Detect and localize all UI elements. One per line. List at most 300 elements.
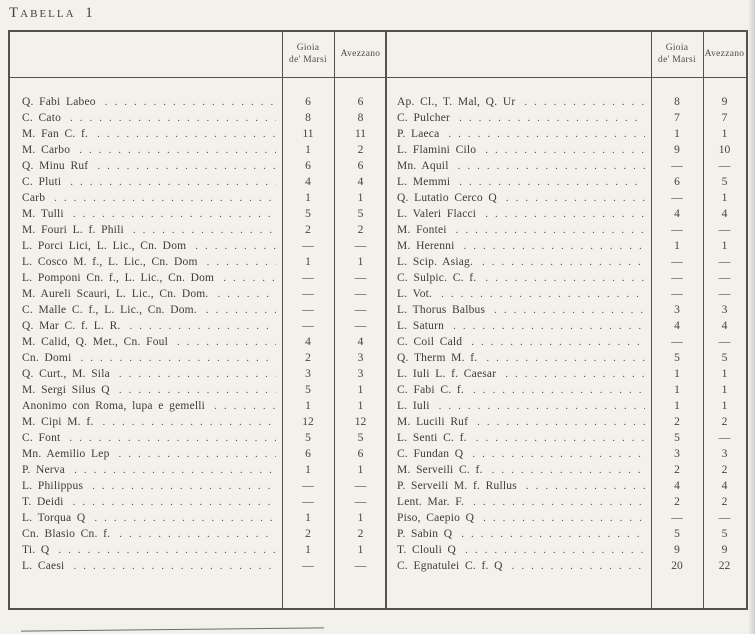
column-divider: [651, 32, 652, 608]
gioia-value: 2: [674, 416, 680, 428]
row-name: P. Laeca .....: [387, 126, 651, 142]
row-name: L. Pomponi Cn. f., L. Lic., Cn. Dom .....: [10, 270, 282, 286]
dot-leader: [506, 190, 645, 206]
table-row: [387, 110, 746, 126]
avezzano-value: 2: [357, 224, 364, 236]
gioia-value: 4: [674, 480, 680, 492]
avezzano-value: —: [354, 272, 367, 284]
dot-leader: [74, 462, 276, 478]
table-row: [387, 430, 746, 446]
dot-leader: [70, 110, 276, 126]
table-body-right: [387, 78, 746, 608]
avezzano-value: —: [718, 288, 731, 300]
avezzano-value: —: [354, 560, 367, 572]
dot-leader: [119, 446, 276, 462]
dot-leader: [69, 430, 276, 446]
table-row: [10, 526, 385, 542]
column-header-avezzano: Avezzano: [704, 48, 745, 59]
table-row: [10, 510, 385, 526]
row-name: L. Cosco M. f., L. Lic., Cn. Dom .....: [10, 254, 282, 270]
table-right-half: [387, 32, 746, 608]
table-row: [387, 382, 746, 398]
dot-leader: [218, 286, 277, 302]
table-row: [387, 126, 746, 142]
row-name: M. Cipi M. f. .....: [10, 414, 282, 430]
gioia-value: 1: [674, 384, 680, 396]
table-header-right: [387, 32, 746, 78]
dot-leader: [471, 334, 645, 350]
row-name: L. Caesi .....: [10, 558, 282, 574]
table-row: [10, 94, 385, 110]
avezzano-value: 9: [721, 544, 728, 556]
avezzano-value: 12: [354, 416, 367, 428]
table-row: [10, 174, 385, 190]
row-name: L. Iuli .....: [387, 398, 651, 414]
table-row: [387, 494, 746, 510]
avezzano-value: —: [718, 432, 731, 444]
gioia-value: 5: [674, 528, 680, 540]
gioia-value: —: [302, 496, 314, 508]
avezzano-value: —: [354, 496, 367, 508]
row-name: L. Thorus Balbus .....: [387, 302, 651, 318]
gioia-value: 3: [674, 304, 680, 316]
table-row: [10, 350, 385, 366]
avezzano-value: 1: [721, 128, 728, 140]
dot-leader: [119, 366, 276, 382]
dot-leader: [465, 542, 645, 558]
dot-leader: [473, 382, 645, 398]
gioia-value: —: [302, 320, 314, 332]
gioia-value: 2: [674, 464, 680, 476]
gioia-value: —: [671, 336, 683, 348]
avezzano-value: 3: [357, 352, 364, 364]
table-row: [387, 398, 746, 414]
dot-leader: [485, 270, 645, 286]
row-name: L. Porci Lici, L. Lic., Cn. Dom .....: [10, 238, 282, 254]
gioia-value: 2: [674, 496, 680, 508]
table-row: [10, 302, 385, 318]
row-name: C. Font .....: [10, 430, 282, 446]
dot-leader: [130, 318, 276, 334]
avezzano-value: 2: [721, 496, 728, 508]
gioia-value: 2: [305, 224, 311, 236]
gioia-value: —: [302, 304, 314, 316]
row-name: Ti. Q .....: [10, 542, 282, 558]
gioia-value: 4: [305, 176, 311, 188]
row-name: Q. Lutatio Cerco Q .....: [387, 190, 651, 206]
avezzano-value: 4: [357, 176, 364, 188]
dot-leader: [58, 542, 276, 558]
page-title: Tabella 1: [9, 5, 95, 21]
dot-leader: [459, 174, 645, 190]
dot-leader: [448, 126, 645, 142]
dot-leader: [472, 446, 645, 462]
column-divider: [703, 32, 704, 608]
gioia-value: 8: [305, 112, 311, 124]
dot-leader: [119, 526, 276, 542]
row-name: T. Deidi .....: [10, 494, 282, 510]
row-name: Q. Therm M. f. .....: [387, 350, 651, 366]
gioia-value: —: [302, 240, 314, 252]
dot-leader: [441, 286, 645, 302]
table-row: [387, 142, 746, 158]
column-divider: [282, 32, 283, 608]
avezzano-value: 1: [721, 384, 728, 396]
gioia-value: 1: [674, 400, 680, 412]
table-row: [387, 318, 746, 334]
avezzano-value: 11: [354, 128, 367, 140]
table-row: [10, 334, 385, 350]
row-name: M. Fouri L. f. Phili .....: [10, 222, 282, 238]
row-name: Anonimo con Roma, lupa e gemelli .....: [10, 398, 282, 414]
table-row: [387, 446, 746, 462]
avezzano-value: 4: [721, 208, 728, 220]
dot-leader: [97, 158, 276, 174]
table-row: [387, 302, 746, 318]
row-name: M. Fan C. f. .....: [10, 126, 282, 142]
table-row: [387, 190, 746, 206]
gioia-value: 4: [674, 208, 680, 220]
row-name: L. Valeri Flacci .....: [387, 206, 651, 222]
dot-leader: [73, 558, 276, 574]
row-name: L. Philippus .....: [10, 478, 282, 494]
avezzano-value: —: [718, 224, 731, 236]
gioia-value: 4: [674, 320, 680, 332]
table-row: [387, 158, 746, 174]
column-header-gioia: [651, 43, 703, 66]
avezzano-value: 6: [357, 448, 364, 460]
dot-leader: [526, 478, 645, 494]
gioia-value: 8: [674, 96, 680, 108]
row-name: P. Sabin Q .....: [387, 526, 651, 542]
row-name: M. Herenni .....: [387, 238, 651, 254]
row-name: P. Serveili M. f. Rullus .....: [387, 478, 651, 494]
avezzano-value: 5: [721, 528, 728, 540]
avezzano-value: 1: [721, 240, 728, 252]
row-name: Q. Curt., M. Sila .....: [10, 366, 282, 382]
gioia-value: 11: [302, 128, 314, 140]
table-row: [387, 222, 746, 238]
gioia-value: 3: [674, 448, 680, 460]
avezzano-value: 3: [357, 368, 364, 380]
row-name: Ap. Cl., T. Mal, Q. Ur .....: [387, 94, 651, 110]
avezzano-value: 9: [721, 96, 728, 108]
table-row: [10, 158, 385, 174]
dot-leader: [458, 158, 645, 174]
gioia-value: 5: [305, 384, 311, 396]
table-row: [10, 318, 385, 334]
gioia-value: 9: [674, 144, 680, 156]
row-name: M. Tulli .....: [10, 206, 282, 222]
dot-leader: [505, 366, 645, 382]
gioia-value: 5: [674, 352, 680, 364]
gioia-value: 1: [674, 128, 680, 140]
avezzano-value: —: [354, 288, 367, 300]
row-name: Cn. Blasio Cn. f. .....: [10, 526, 282, 542]
row-name: L. Iuli L. f. Caesar .....: [387, 366, 651, 382]
table-row: [387, 94, 746, 110]
dot-leader: [459, 110, 645, 126]
avezzano-value: 1: [357, 512, 364, 524]
dot-leader: [453, 318, 645, 334]
gioia-value: 1: [305, 544, 311, 556]
avezzano-value: 3: [721, 304, 728, 316]
gioia-value: 5: [305, 208, 311, 220]
row-name: M. Aureli Scauri, L. Lic., Cn. Dom. .....: [10, 286, 282, 302]
dot-leader: [73, 206, 276, 222]
dot-leader: [494, 302, 645, 318]
row-name: C. Fabi C. f. .....: [387, 382, 651, 398]
table-row: [10, 110, 385, 126]
dot-leader: [524, 94, 645, 110]
table-row: [10, 190, 385, 206]
table-row: [10, 254, 385, 270]
dot-leader: [73, 494, 276, 510]
dot-leader: [70, 174, 276, 190]
gioia-value: —: [671, 224, 683, 236]
avezzano-value: 2: [721, 464, 728, 476]
gioia-value: 1: [305, 192, 311, 204]
column-divider: [334, 32, 335, 608]
avezzano-value: 22: [718, 560, 731, 572]
dot-leader: [94, 510, 276, 526]
dot-leader: [512, 558, 645, 574]
avezzano-value: 1: [721, 368, 728, 380]
gioia-value: 4: [305, 336, 311, 348]
dot-leader: [482, 254, 645, 270]
gioia-value: 1: [305, 464, 311, 476]
gioia-value: 1: [674, 368, 680, 380]
table-row: [10, 366, 385, 382]
dot-leader: [486, 350, 645, 366]
gioia-value: —: [302, 288, 314, 300]
table-row: [387, 462, 746, 478]
row-name: L. Torqua Q .....: [10, 510, 282, 526]
avezzano-value: 3: [721, 448, 728, 460]
table-row: [10, 142, 385, 158]
avezzano-value: 2: [357, 144, 364, 156]
table-row: [10, 126, 385, 142]
table-row: [10, 542, 385, 558]
table-row: [10, 382, 385, 398]
avezzano-value: 5: [357, 208, 364, 220]
dot-leader: [195, 238, 276, 254]
dot-leader: [477, 414, 645, 430]
footnote-rule: [21, 627, 324, 631]
page-edge-shadow: [748, 0, 755, 634]
row-name: Q. Mar C. f. L. R. .....: [10, 318, 282, 334]
avezzano-value: —: [718, 256, 731, 268]
table-body-left: [10, 78, 385, 608]
dot-leader: [464, 238, 645, 254]
row-name: M. Calid, Q. Met., Cn. Foul .....: [10, 334, 282, 350]
table-row: [387, 478, 746, 494]
table-left-half: [10, 32, 387, 608]
table-row: [10, 286, 385, 302]
gioia-value: 1: [305, 256, 311, 268]
gioia-value: 6: [305, 96, 311, 108]
row-name: L. Saturn .....: [387, 318, 651, 334]
row-name: Lent. Mar. F. .....: [387, 494, 651, 510]
gioia-value: 5: [305, 432, 311, 444]
dot-leader: [92, 478, 276, 494]
table-row: [387, 334, 746, 350]
dot-leader: [97, 126, 276, 142]
row-name: C. Pluti .....: [10, 174, 282, 190]
dot-leader: [473, 494, 645, 510]
avezzano-value: —: [718, 336, 731, 348]
gioia-value: 12: [302, 416, 314, 428]
avezzano-value: —: [354, 240, 367, 252]
row-name: P. Nerva .....: [10, 462, 282, 478]
row-name: Piso, Caepio Q .....: [387, 510, 651, 526]
column-header-gioia-line2: de' Marsi: [658, 54, 696, 65]
gioia-value: 1: [305, 512, 311, 524]
avezzano-value: 5: [357, 432, 364, 444]
column-header-avezzano: Avezzano: [340, 48, 381, 59]
gioia-value: —: [302, 272, 314, 284]
gioia-value: 7: [674, 112, 680, 124]
gioia-value: 6: [674, 176, 680, 188]
row-name: L. Flamini Cilo .....: [387, 142, 651, 158]
table-row: [387, 350, 746, 366]
table-row: [10, 238, 385, 254]
column-header-gioia-line1: Gioia: [296, 43, 320, 54]
row-name: M. Serveili C. f. .....: [387, 462, 651, 478]
row-name: Q. Fabi Labeo .....: [10, 94, 282, 110]
dot-leader: [485, 206, 645, 222]
table-row: [387, 414, 746, 430]
avezzano-value: 10: [718, 144, 731, 156]
dot-leader: [79, 142, 276, 158]
gioia-value: 1: [674, 240, 680, 252]
dot-leader: [485, 142, 645, 158]
avezzano-value: 1: [357, 192, 364, 204]
row-name: C. Malle C. f., L. Lic., Cn. Dom. .....: [10, 302, 282, 318]
avezzano-value: —: [354, 304, 367, 316]
avezzano-value: —: [354, 320, 367, 332]
avezzano-value: 7: [721, 112, 728, 124]
gioia-value: 3: [305, 368, 311, 380]
row-name: L. Scip. Asiag. .....: [387, 254, 651, 270]
dot-leader: [105, 94, 276, 110]
dot-leader: [102, 414, 276, 430]
row-name: Q. Minu Ruf .....: [10, 158, 282, 174]
gioia-value: —: [302, 560, 314, 572]
gioia-value: 9: [674, 544, 680, 556]
avezzano-value: 6: [357, 160, 364, 172]
table-row: [10, 414, 385, 430]
table-row: [10, 558, 385, 574]
avezzano-value: —: [718, 160, 731, 172]
gioia-value: —: [671, 288, 683, 300]
row-name: C. Coil Cald .....: [387, 334, 651, 350]
table-row: [10, 462, 385, 478]
avezzano-value: 4: [357, 336, 364, 348]
column-header-gioia: [282, 43, 334, 66]
table-row: [387, 270, 746, 286]
table-header-left: [10, 32, 385, 78]
avezzano-value: —: [718, 512, 731, 524]
gioia-value: 2: [305, 352, 311, 364]
row-name: Mn. Aemilio Lep .....: [10, 446, 282, 462]
table-row: [10, 494, 385, 510]
avezzano-value: —: [354, 480, 367, 492]
row-name: Cn. Domi .....: [10, 350, 282, 366]
avezzano-value: 1: [357, 384, 364, 396]
dot-leader: [214, 398, 276, 414]
avezzano-value: 6: [357, 96, 364, 108]
table-row: [387, 510, 746, 526]
row-name: T. Clouli Q .....: [387, 542, 651, 558]
dot-leader: [133, 222, 276, 238]
avezzano-value: 4: [721, 480, 728, 492]
dot-leader: [177, 334, 276, 350]
row-name: L. Vot. .....: [387, 286, 651, 302]
gioia-value: 2: [305, 528, 311, 540]
table: [8, 30, 748, 610]
dot-leader: [456, 222, 645, 238]
table-row: [387, 542, 746, 558]
table-row: [387, 526, 746, 542]
gioia-value: 6: [305, 160, 311, 172]
row-name: M. Lucili Ruf .....: [387, 414, 651, 430]
row-name: M. Fontei .....: [387, 222, 651, 238]
row-name: M. Carbo .....: [10, 142, 282, 158]
avezzano-value: 1: [721, 192, 728, 204]
table-row: [10, 270, 385, 286]
table-row: [387, 174, 746, 190]
table-row: [10, 206, 385, 222]
row-name: M. Sergi Silus Q .....: [10, 382, 282, 398]
column-header-gioia-line1: Gioia: [665, 43, 689, 54]
table-row: [387, 254, 746, 270]
avezzano-value: 4: [721, 320, 728, 332]
gioia-value: —: [671, 160, 683, 172]
dot-leader: [54, 190, 276, 206]
avezzano-value: 5: [721, 352, 728, 364]
gioia-value: 6: [305, 448, 311, 460]
row-name: C. Egnatulei C. f. Q .....: [387, 558, 651, 574]
gioia-value: —: [671, 512, 683, 524]
row-name: C. Pulcher .....: [387, 110, 651, 126]
table-row: [387, 206, 746, 222]
row-name: Carb .....: [10, 190, 282, 206]
gioia-value: —: [671, 256, 683, 268]
table-row: [387, 366, 746, 382]
table-row: [10, 398, 385, 414]
avezzano-value: 8: [357, 112, 364, 124]
gioia-value: 1: [305, 144, 311, 156]
avezzano-value: 2: [357, 528, 364, 540]
dot-leader: [461, 526, 645, 542]
dot-leader: [119, 382, 276, 398]
avezzano-value: 1: [357, 464, 364, 476]
gioia-value: 1: [305, 400, 311, 412]
gioia-value: 5: [674, 432, 680, 444]
table-row: [10, 478, 385, 494]
avezzano-value: 1: [357, 256, 364, 268]
row-name: L. Senti C. f. .....: [387, 430, 651, 446]
gioia-value: —: [671, 192, 683, 204]
table-row: [10, 222, 385, 238]
table-row: [387, 286, 746, 302]
avezzano-value: 2: [721, 416, 728, 428]
row-name: C. Cato .....: [10, 110, 282, 126]
avezzano-value: 1: [357, 544, 364, 556]
avezzano-value: 1: [357, 400, 364, 412]
row-name: Mn. Aquil .....: [387, 158, 651, 174]
